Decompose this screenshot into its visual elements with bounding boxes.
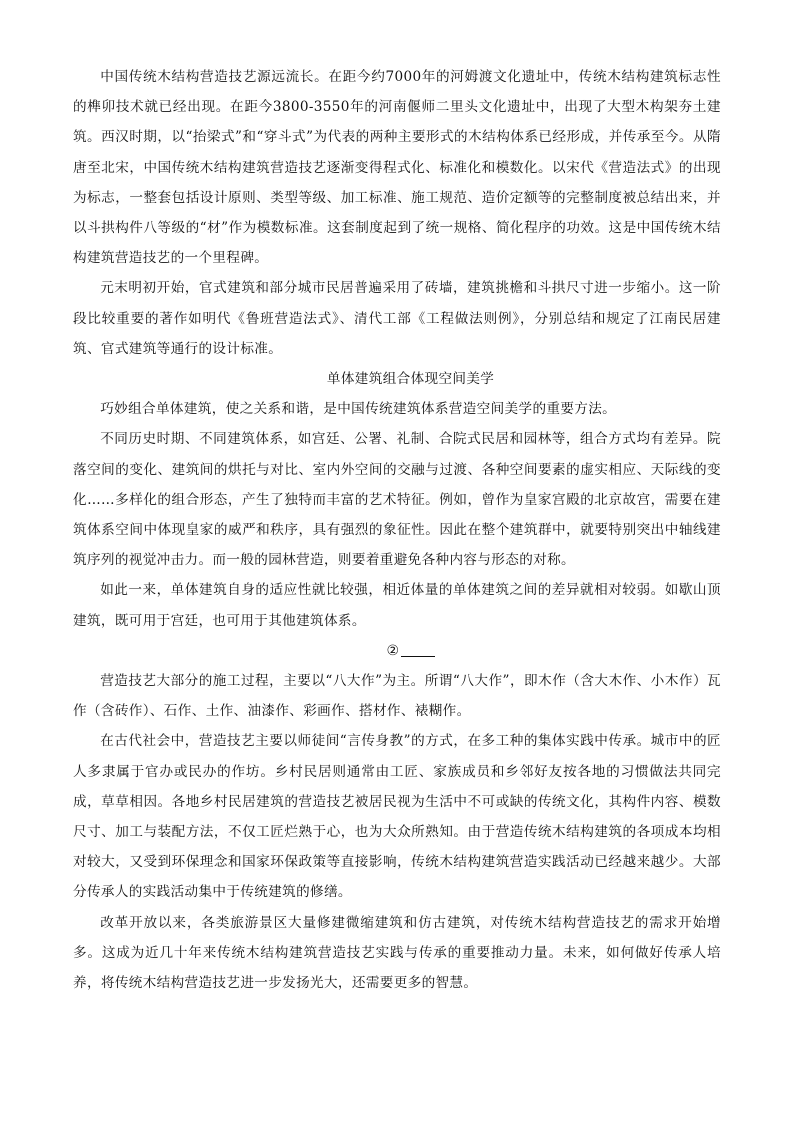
document-body — [73, 62, 721, 998]
paragraph-reform-era: 改革开放以来，各类旅游景区大量修建微缩建筑和仿古建筑，对传统木结构营造技艺的需求开始增多。这成为近几十年来传统木结构建筑营造技艺实践与传承的重要推动力量。未来，如何做好传承人培养，将传统木结构营造技艺进一步发扬光大，还需要更多的智慧。 — [73, 914, 721, 992]
paragraph-eight-trades: 营造技艺大部分的施工过程，主要以“八大作”为主。所谓“八大作”，即木作（含大木作、小木作）瓦作（含砖作）、石作、土作、油漆作、彩画作、搭材作、裱糊作。 — [73, 673, 721, 720]
paragraph-origins: 中国传统木结构营造技艺源远流长。在距今约7000年的河姆渡文化遗址中，传统木结构建筑标志性的榫卯技术就已经出现。在距今3800-3550年的河南偃师二里头文化遗址中，出现了大型木构架夯土建筑。西汉时期，以“抬梁式”和“穿斗式”为代表的两种主要形式的木结构体系已经形成，并传承至今。从隋唐至北宋，中国传统木结构建筑营造技艺逐渐变得程式化、标准化和模数化。以宋代《营造法式》的出现为标志，一整套包括设计原则、类型等级、加工标准、施工规范、造价定额等的完整制度被总结出来，并以斗拱构件八等级的“材”作为模数标准。这套制度起到了统一规格、简化程序的功效。这是中国传统木结构建筑营造技艺的一个里程碑。 — [73, 69, 721, 267]
paragraph-combination-differences: 不同历史时期、不同建筑体系，如宫廷、公署、礼制、合院式民居和园林等，组合方式均有差异。院落空间的变化、建筑间的烘托与对比、室内外空间的交融与过渡、各种空间要素的虚实相应、天际线的变化……多样化的组合形态，产生了独特而丰富的艺术特征。例如，曾作为皇家宫殿的北京故宫，需要在建筑体系空间中体现皇家的威严和秩序，具有强烈的象征性。因此在整个建筑群中，就要特别突出中轴线建筑序列的视觉冲击力。而一般的园林营造，则要着重避免各种内容与形态的对称。 — [73, 431, 721, 569]
paragraph-combination-method: 巧妙组合单体建筑，使之关系和谐，是中国传统建筑体系营造空间美学的重要方法。 — [100, 401, 617, 418]
paragraph-transmission: 在古代社会中，营造技艺主要以师徒间“言传身教”的方式，在多工种的集体实践中传承。城市中的匠人多隶属于官办或民办的作坊。乡村民居则通常由工匠、家族成员和乡邻好友按各地的习惯做法共同完成，草草相因。各地乡村民居建筑的营造技艺被居民视为生活中不可或缺的传统文化，其构件内容、模数尺寸、加工与装配方法，不仅工匠烂熟于心，也为大众所熟知。由于营造传统木结构建筑的各项成本均相对较大，又受到环保理念和国家环保政策等直接影响，传统木结构建筑营造实践活动已经越来越少。大部分传承人的实践活动集中于传统建筑的修缮。 — [73, 733, 721, 901]
paragraph-ming-qing: 元末明初开始，官式建筑和部分城市民居普遍采用了砖墙，建筑挑檐和斗拱尺寸进一步缩小。这一阶段比较重要的著作如明代《鲁班营造法式》、清代工部《工程做法则例》，分别总结和规定了江南民居建筑、官式建筑等通行的设计标准。 — [73, 280, 721, 357]
fill-in-blank-line — [401, 642, 435, 657]
section-number: ② — [386, 642, 400, 659]
section-heading-blank — [73, 636, 721, 666]
section-heading-spatial-aesthetics: 单体建筑组合体现空间美学 — [326, 371, 495, 388]
paragraph-adaptability: 如此一来，单体建筑自身的适应性就比较强，相近体量的单体建筑之间的差异就相对较弱。如歇山顶建筑，既可用于宫廷，也可用于其他建筑体系。 — [73, 582, 721, 629]
